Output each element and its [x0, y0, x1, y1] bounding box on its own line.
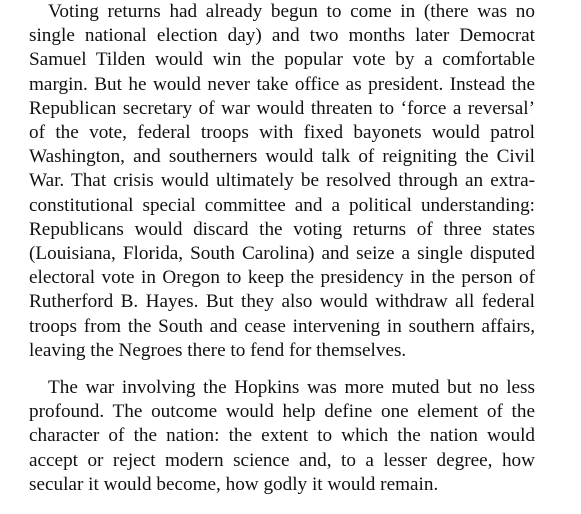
paragraph-2: The war involving the Hopkins was more muted but no less profound. The outcome would help define one element of the character of the nation: the extent to which the nation would accept or reject modern science and, to a lesser degree, how secular it would become, how godly it would remain. — [29, 377, 535, 495]
paragraph-1: Voting returns had already begun to come in (there was no single national election day) and two months later Democrat Samuel Tilden would win the popular vote by a comfortable margin. But he would never take office as president. Instead the Republican secretary of war would threaten to ‘force a reversal’ of the vote, federal troops with fixed bayonets would patrol Washington, and southerners would talk of reigniting the Civil War. That crisis would ultimately be resolved through an extra-constitutional special committee and a political understanding: Republicans would discard the voting returns of three states (Louisiana, Florida, South Carolina) and seize a single disputed electoral vote in Oregon to keep the presidency in the person of Rutherford B. Hayes. But they also would withdraw all federal troops from the South and cease intervening in southern affairs, leaving the Negroes there to fend for themselves. — [29, 1, 535, 361]
document-page — [29, 0, 535, 497]
